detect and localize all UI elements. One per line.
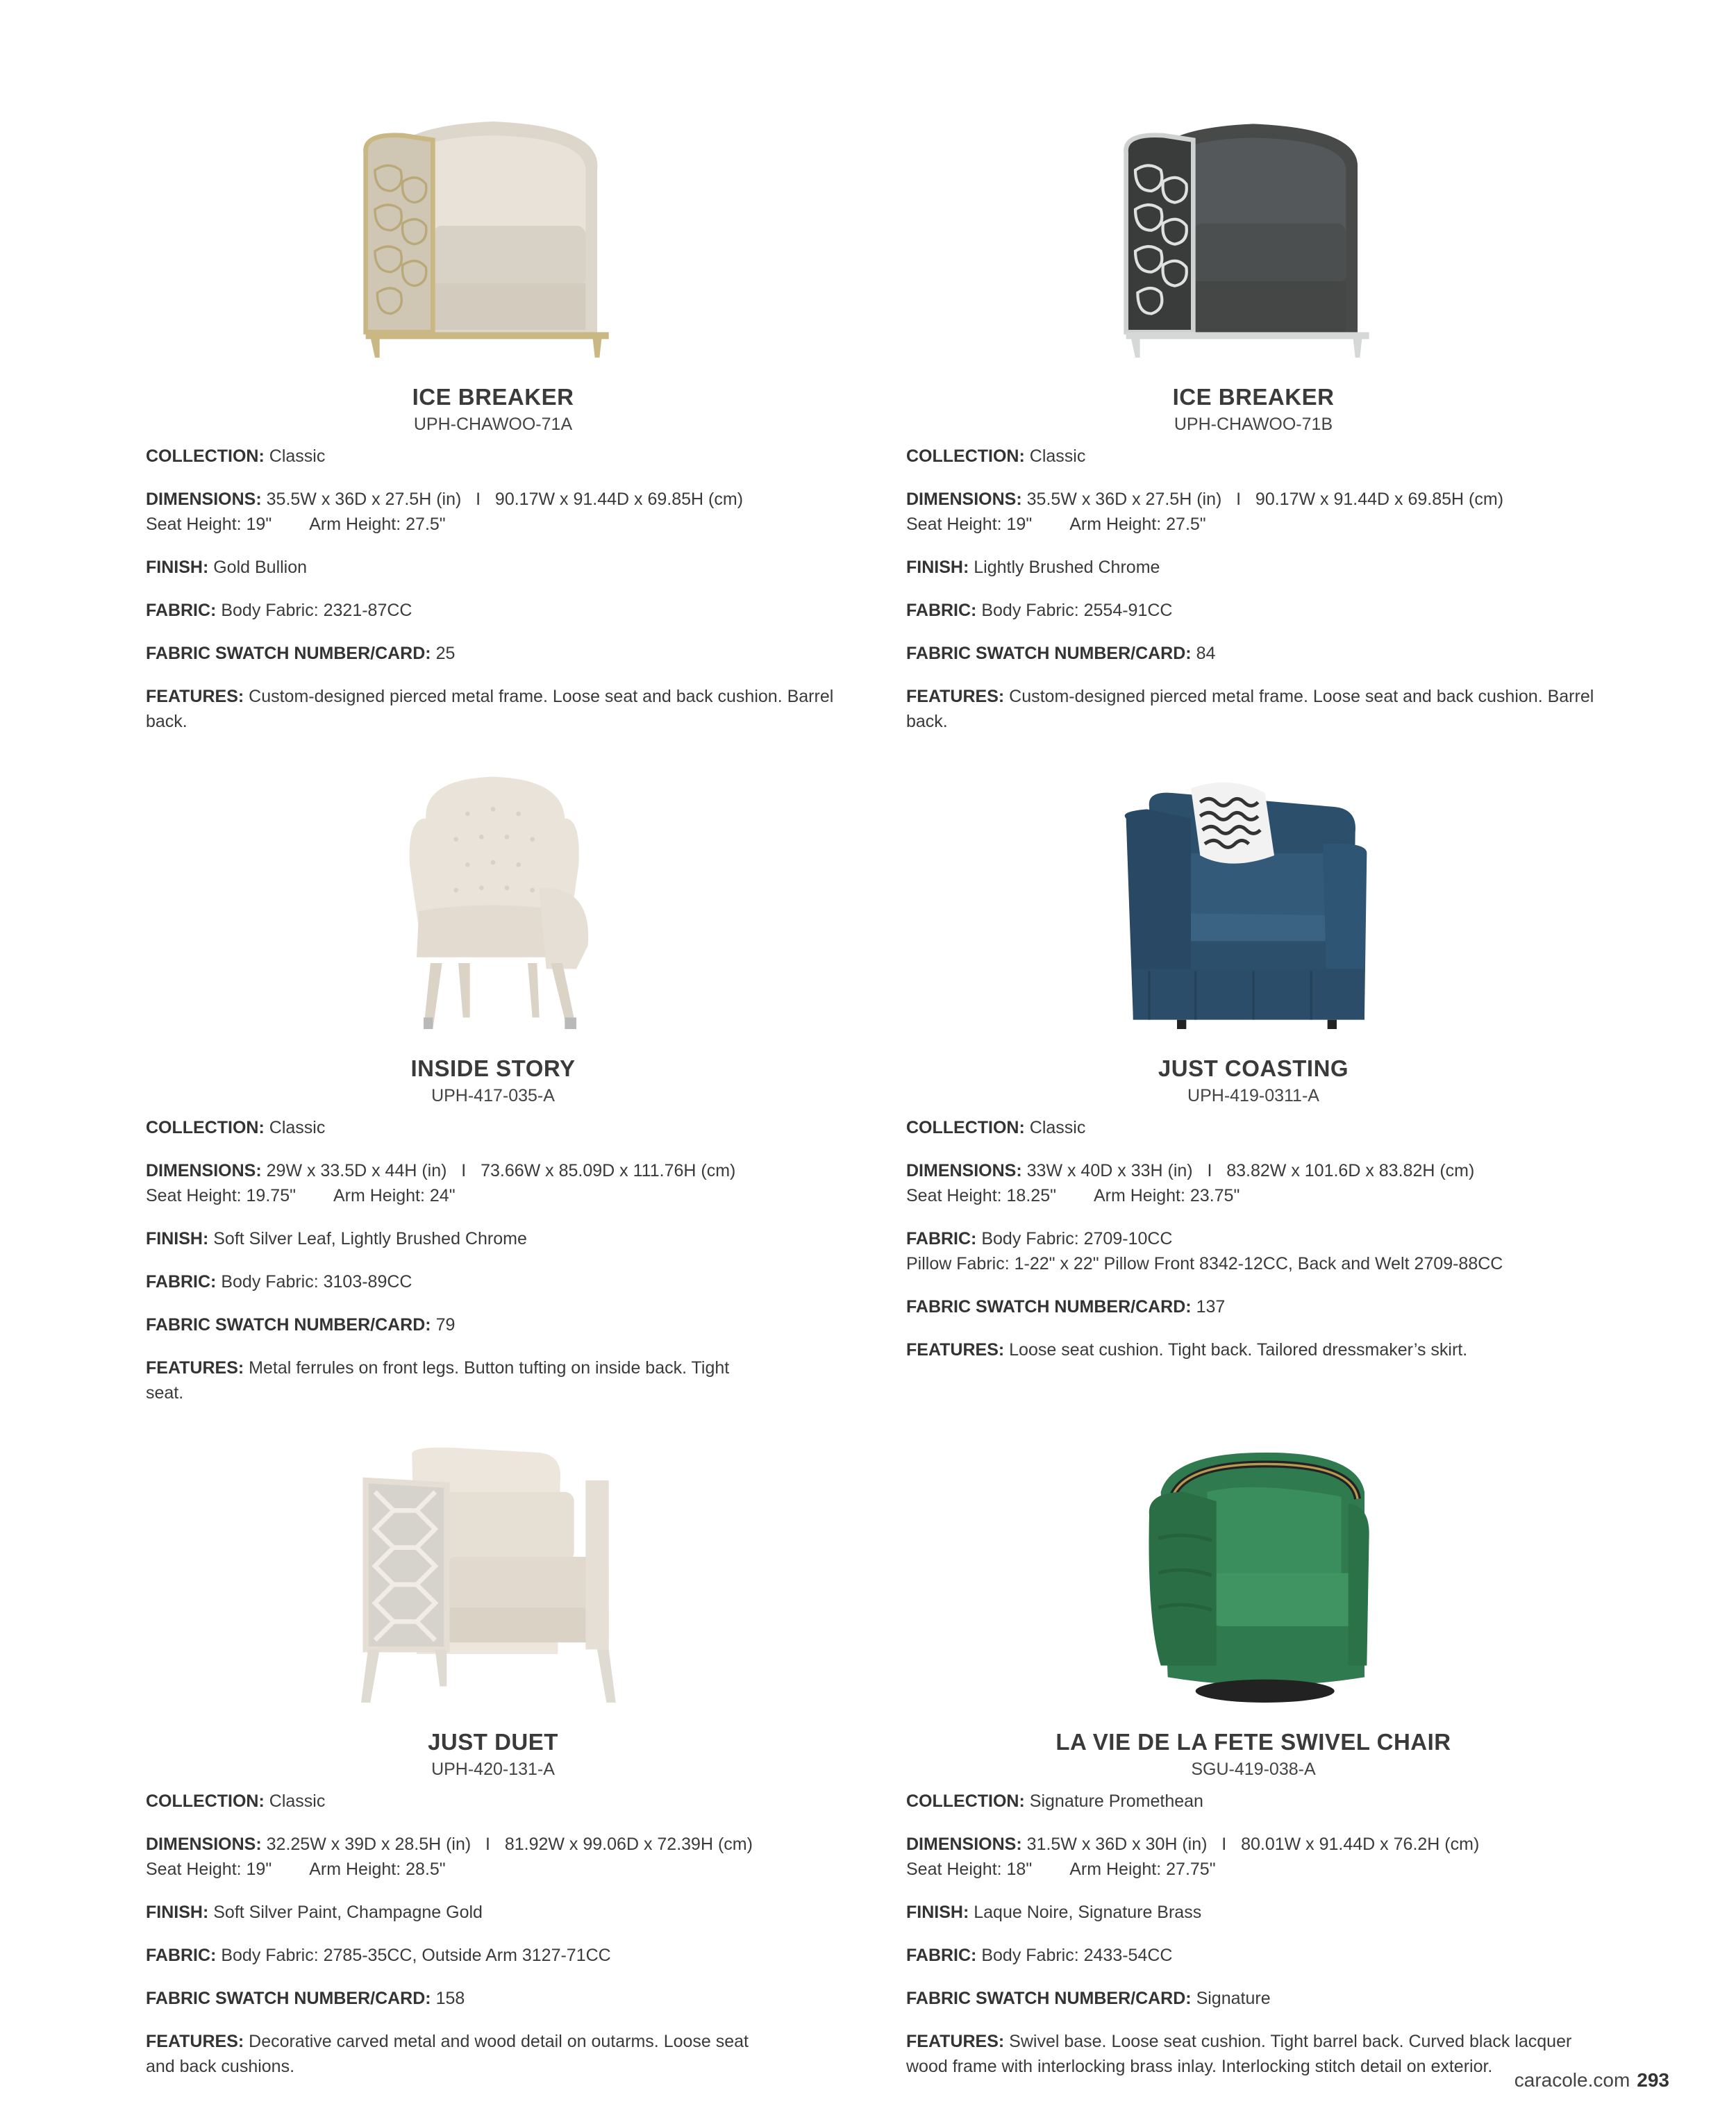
lattice-arm-chair-icon <box>319 1446 667 1710</box>
finish-row: FINISH: Soft Silver Leaf, Lightly Brushed Chrome <box>146 1229 527 1248</box>
dimensions-row: DIMENSIONS: 31.5W x 36D x 30H (in) I 80.01W x 91.44D x 76.2H (cm) Seat Height: 18" Arm Height: 27.75" <box>906 1835 1480 1879</box>
dimensions-row: DIMENSIONS: 35.5W x 36D x 27.5H (in) I 90.17W x 91.44D x 69.85H (cm) Seat Height: 19" Arm Height: 27.5" <box>146 490 744 534</box>
product-name: ICE BREAKER <box>412 384 574 410</box>
collection-row: COLLECTION: Classic <box>906 446 1086 466</box>
barrel-chair-charcoal-icon <box>1080 101 1427 365</box>
product-sku: UPH-419-0311-A <box>1187 1086 1319 1105</box>
features-row: FEATURES: Decorative carved metal and wood detail on outarms. Loose seat and back cushions. <box>146 2032 749 2076</box>
page-footer <box>1514 2069 1669 2091</box>
product-sku: UPH-420-131-A <box>431 1760 555 1779</box>
page-number: 293 <box>1637 2069 1669 2091</box>
product-sku: UPH-CHAWOO-71B <box>1174 415 1333 434</box>
collection-row: COLLECTION: Classic <box>906 1118 1086 1137</box>
site-link[interactable]: caracole.com <box>1514 2069 1630 2091</box>
product-specs <box>146 444 840 752</box>
finish-row: FINISH: Soft Silver Paint, Champagne Gold <box>146 1903 483 1922</box>
product-sku: SGU-419-038-A <box>1191 1760 1316 1779</box>
product-specs <box>906 444 1601 752</box>
swatch-row: FABRIC SWATCH NUMBER/CARD: 137 <box>906 1297 1226 1317</box>
swivel-chair-green-icon <box>1080 1446 1427 1710</box>
collection-row: COLLECTION: Classic <box>146 1791 326 1811</box>
features-row: FEATURES: Custom-designed pierced metal frame. Loose seat and back cushion. Barrel back. <box>906 687 1594 731</box>
fabric-row: FABRIC: Body Fabric: 3103-89CC <box>146 1272 412 1292</box>
fabric-row: FABRIC: Body Fabric: 2554-91CC <box>906 601 1173 620</box>
finish-row: FINISH: Laque Noire, Signature Brass <box>906 1903 1202 1922</box>
product-specs <box>906 1115 1601 1380</box>
product-name: JUST COASTING <box>1158 1055 1349 1081</box>
collection-row: COLLECTION: Classic <box>146 1118 326 1137</box>
product-name: ICE BREAKER <box>1172 384 1335 410</box>
swatch-row: FABRIC SWATCH NUMBER/CARD: 84 <box>906 644 1216 663</box>
product-name: LA VIE DE LA FETE SWIVEL CHAIR <box>1055 1729 1451 1755</box>
collection-row: COLLECTION: Classic <box>146 446 326 466</box>
fabric-row: FABRIC: Body Fabric: 2433-54CC <box>906 1946 1173 1965</box>
swatch-row: FABRIC SWATCH NUMBER/CARD: Signature <box>906 1989 1271 2008</box>
product-specs <box>146 1115 840 1423</box>
swatch-row: FABRIC SWATCH NUMBER/CARD: 79 <box>146 1315 456 1335</box>
dimensions-row: DIMENSIONS: 35.5W x 36D x 27.5H (in) I 90.17W x 91.44D x 69.85H (cm) Seat Height: 19" Arm Height: 27.5" <box>906 490 1504 534</box>
features-row: FEATURES: Loose seat cushion. Tight back. Tailored dressmaker’s skirt. <box>906 1340 1468 1360</box>
product-specs <box>146 1789 840 2097</box>
features-row: FEATURES: Metal ferrules on front legs. Button tufting on inside back. Tight seat. <box>146 1358 730 1403</box>
fabric-row: FABRIC: Body Fabric: 2785-35CC, Outside Arm 3127-71CC <box>146 1946 611 1965</box>
product-sku: UPH-417-035-A <box>431 1086 555 1105</box>
finish-row: FINISH: Lightly Brushed Chrome <box>906 558 1160 577</box>
dimensions-row: DIMENSIONS: 33W x 40D x 33H (in) I 83.82W x 101.6D x 83.82H (cm) Seat Height: 18.25" Arm Height: 23.75" <box>906 1161 1475 1205</box>
dimensions-row: DIMENSIONS: 32.25W x 39D x 28.5H (in) I 81.92W x 99.06D x 72.39H (cm) Seat Height: 19" Arm Height: 28.5" <box>146 1835 753 1879</box>
swatch-row: FABRIC SWATCH NUMBER/CARD: 158 <box>146 1989 465 2008</box>
barrel-chair-beige-icon <box>319 101 667 365</box>
product-specs <box>906 1789 1601 2097</box>
wingback-chair-cream-icon <box>319 772 667 1036</box>
finish-row: FINISH: Gold Bullion <box>146 558 308 577</box>
fabric-row: FABRIC: Body Fabric: 2321-87CC <box>146 601 412 620</box>
skirted-chair-blue-icon <box>1080 772 1427 1036</box>
product-name: INSIDE STORY <box>410 1055 576 1081</box>
product-sku: UPH-CHAWOO-71A <box>413 415 573 434</box>
dimensions-row: DIMENSIONS: 29W x 33.5D x 44H (in) I 73.66W x 85.09D x 111.76H (cm) Seat Height: 19.75" Arm Height: 24" <box>146 1161 736 1205</box>
features-row: FEATURES: Custom-designed pierced metal frame. Loose seat and back cushion. Barrel back. <box>146 687 834 731</box>
product-name: JUST DUET <box>428 1729 558 1755</box>
fabric-row: FABRIC: Body Fabric: 2709-10CC Pillow Fabric: 1-22" x 22" Pillow Front 8342-12CC, Back and Welt 2709-88CC <box>906 1229 1503 1273</box>
features-row: FEATURES: Swivel base. Loose seat cushion. Tight barrel back. Curved black lacquer wood frame with interlocking brass inlay. Interlocking stitch detail on exterior. <box>906 2032 1572 2076</box>
collection-row: COLLECTION: Signature Promethean <box>906 1791 1203 1811</box>
swatch-row: FABRIC SWATCH NUMBER/CARD: 25 <box>146 644 456 663</box>
